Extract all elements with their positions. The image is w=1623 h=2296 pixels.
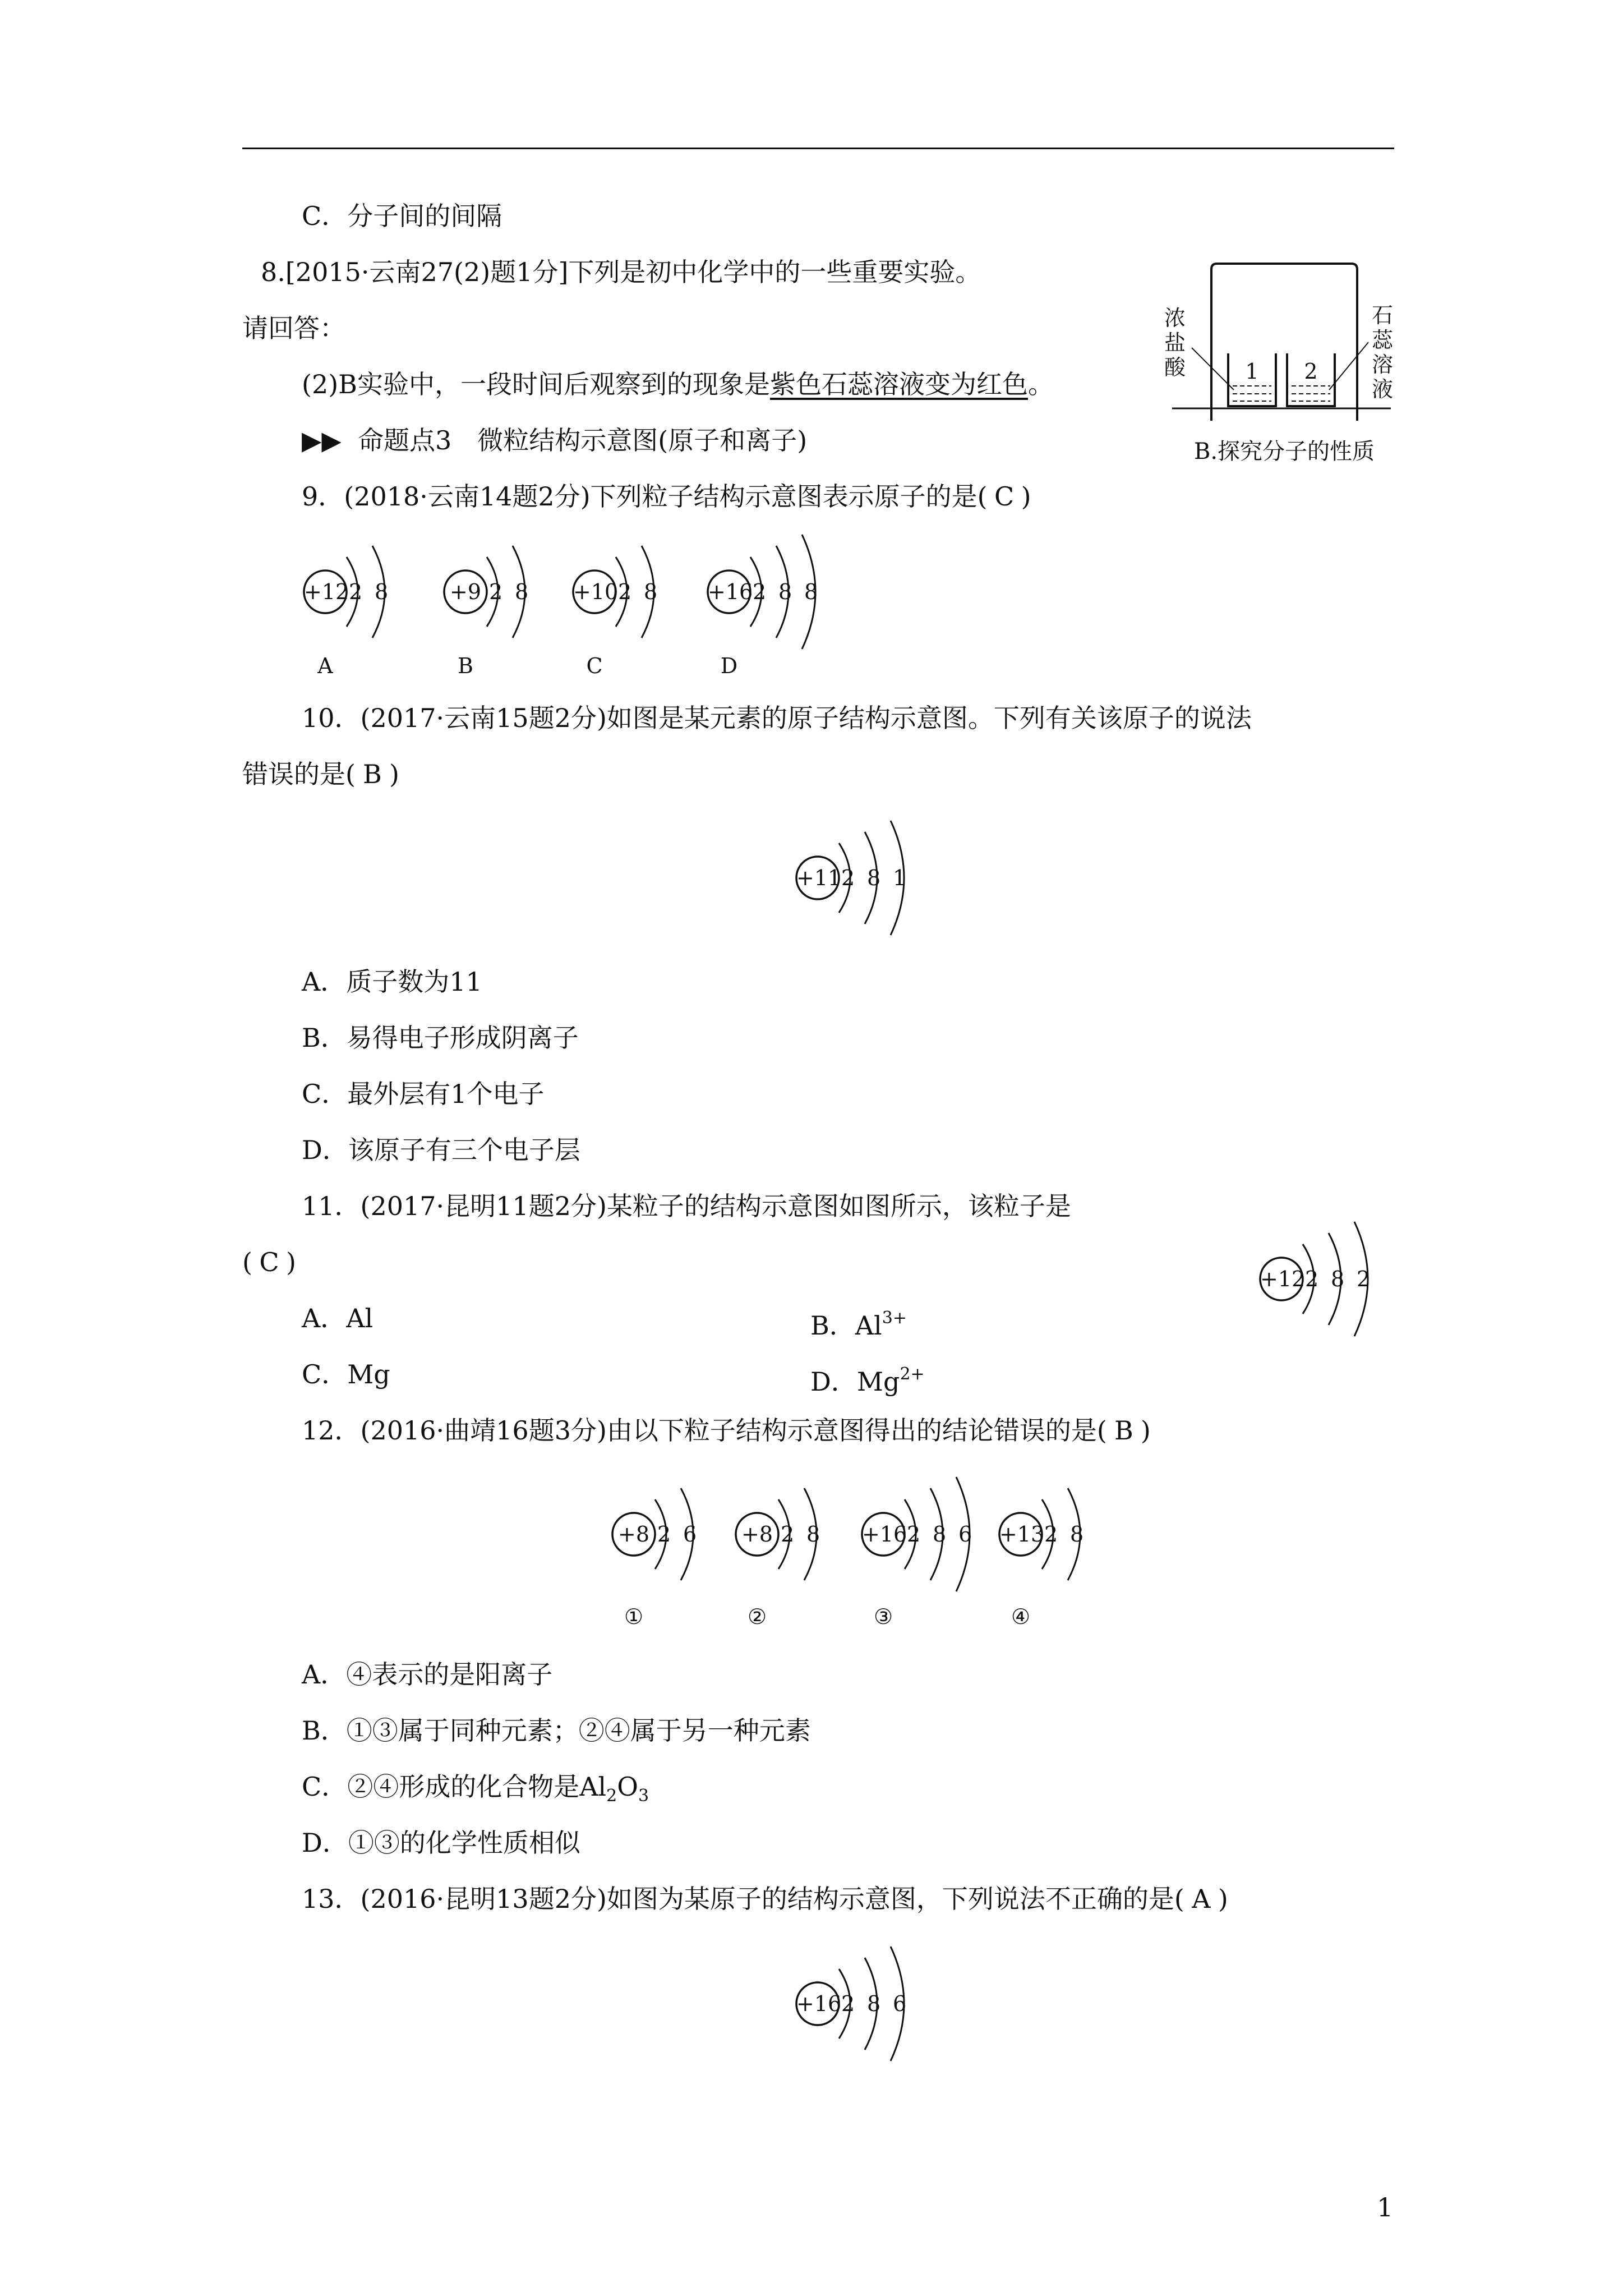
atom-diagram [304,530,421,654]
experiment-b-figure [1161,252,1396,471]
left-label [1161,306,1189,380]
atom-diagram [444,530,561,654]
header-rule [242,148,1394,149]
shell-electron-count: 2 [907,1522,921,1547]
experiment-b-drawing [1161,252,1396,438]
q11-option-d-charge: 2+ [900,1364,925,1384]
nucleus-charge: +16 [862,1522,907,1547]
q9-close: ) [1021,481,1031,512]
q7-option-c: C．分子间的间隔 [302,201,502,231]
shell-electron-count: 2 [489,579,503,604]
nucleus-charge: +12 [304,579,349,604]
left-label-char: 酸 [1164,355,1186,380]
q10-option-b: B．易得电子形成阴离子 [302,1023,579,1053]
diagram-label: ① [624,1604,644,1629]
q10-stem-line1: 10．(2017·云南15题2分)如图是某元素的原子结构示意图。下列有关该原子的说法 [302,703,1252,733]
q10-answer: B [363,759,382,789]
atom-diagram [736,1473,852,1596]
nucleus-charge: +16 [708,579,753,604]
nucleus-charge: +16 [796,1991,842,2016]
atom-diagram [796,1942,939,2065]
diagram-label: ② [747,1604,767,1629]
q11-option-a: A．Al [302,1303,374,1333]
q8-part2-end: 。 [1027,369,1054,399]
q11-answer: C [259,1247,279,1277]
q9-stem [302,480,1031,513]
right-label [1368,303,1396,402]
q12-option-b: B．①③属于同种元素；②④属于另一种元素 [302,1715,811,1746]
q12-option-d: D．①③的化学性质相似 [302,1828,580,1858]
q11-option-b-text: B．Al [810,1310,882,1341]
nucleus-charge: +10 [573,579,619,604]
q12-option-c-text: C．②④形成的化合物是Al [302,1772,607,1802]
shell-electron-count: 8 [1070,1522,1084,1547]
shell-electron-count: 2 [1305,1267,1319,1291]
shell-electron-count: 8 [375,579,389,604]
topic-marker-icon: ▶▶ [302,425,342,455]
q11-answer-line [242,1245,296,1279]
q10-stem-line2 [242,757,399,791]
atom-diagram [796,816,939,940]
shell-electron-count: 2 [753,579,767,604]
shell-electron-count: 8 [867,1991,881,2016]
right-label-char: 液 [1371,377,1393,402]
right-label-char: 溶 [1371,352,1393,377]
diagram-label: C [586,654,603,678]
shell-electron-count: 2 [349,579,363,604]
q10-text: 错误的是( [242,759,356,789]
beaker-1-label: 1 [1245,359,1259,384]
nucleus-charge: +8 [617,1522,650,1547]
diagram-label: A [317,654,333,678]
q12-stem [302,1414,1151,1447]
nucleus-charge: +11 [796,866,842,890]
q8-stem: 8.[2015·云南27(2)题1分]下列是初中化学中的一些重要实验。 [261,257,981,287]
shell-electron-count: 6 [893,1991,907,2016]
diagram-label: D [720,654,738,678]
shell-electron-count: 8 [644,579,658,604]
shell-electron-count: 2 [781,1522,795,1547]
q11-stem: 11．(2017·昆明11题2分)某粒子的结构示意图如图所示，该粒子是 [302,1191,1071,1221]
diagram-label: ③ [873,1604,893,1629]
right-label-char: 石 [1371,303,1393,328]
q12-option-c-sub2: 3 [638,1786,649,1806]
q8-stem-tail: 请回答： [242,313,345,343]
q12-close: ) [1140,1415,1151,1446]
q11-option-c: C．Mg [302,1359,390,1389]
shell-electron-count: 8 [867,866,881,890]
nucleus-charge: +8 [741,1522,773,1547]
q10-option-d: D．该原子有三个电子层 [302,1135,580,1165]
q10-close: ) [389,759,399,789]
left-label-char: 盐 [1164,330,1186,355]
q13-text: 13．(2016·昆明13题2分)如图为某原子的结构示意图，下列说法不正确的是( [302,1884,1184,1914]
atom-diagram [612,1473,729,1596]
atom-diagram [708,530,850,654]
shell-electron-count: 2 [657,1522,671,1547]
shell-electron-count: 2 [618,579,632,604]
page-number: 1 [1377,2192,1394,2223]
topic-title: 命题点3 微粒结构示意图(原子和离子) [358,425,808,455]
q12-option-c-oxygen: O [617,1772,638,1802]
shell-electron-count: 2 [1357,1267,1371,1291]
atom-diagram [862,1473,1004,1596]
q13-stem [302,1882,1228,1916]
q8-answer: 紫色石蕊溶液变为红色 [769,369,1028,399]
shell-electron-count: 8 [804,579,818,604]
q9-answer: C [994,481,1015,512]
left-label-char: 浓 [1164,306,1186,330]
atom-diagram [1260,1217,1403,1341]
q11-option-d-text: D．Mg [810,1366,900,1397]
right-label-char: 蕊 [1371,328,1393,352]
q12-text: 12．(2016·曲靖16题3分)由以下粒子结构示意图得出的结论错误的是( [302,1415,1107,1446]
q12-option-c [302,1770,649,1813]
q11-close: ) [285,1247,296,1277]
beaker-2-label: 2 [1304,359,1318,384]
nucleus-charge: +12 [1260,1267,1306,1291]
q11-option-b-charge: 3+ [882,1308,907,1328]
q11-open: ( [242,1247,252,1277]
topic-heading [302,424,807,457]
shell-electron-count: 2 [841,866,855,890]
diagram-label: B [458,654,473,678]
shell-electron-count: 8 [933,1522,947,1547]
shell-electron-count: 8 [778,579,792,604]
q11-option-b [810,1301,907,1342]
q10-option-a: A．质子数为11 [302,967,482,997]
q8-part2 [302,367,1054,401]
q13-close: ) [1218,1884,1228,1914]
shell-electron-count: 6 [683,1522,697,1547]
shell-electron-count: 2 [841,1991,855,2016]
q12-answer: B [1114,1415,1133,1446]
atom-diagram [999,1473,1116,1596]
shell-electron-count: 8 [1331,1267,1345,1291]
shell-electron-count: 1 [893,866,907,890]
nucleus-charge: +13 [999,1522,1045,1547]
q12-option-c-sub1: 2 [606,1786,617,1806]
shell-electron-count: 6 [958,1522,972,1547]
shell-electron-count: 8 [515,579,529,604]
q8-part2-text: (2)B实验中，一段时间后观察到的现象是 [302,369,770,399]
diagram-label: ④ [1011,1604,1031,1629]
q12-option-a: A．④表示的是阳离子 [302,1659,553,1690]
q10-option-c: C．最外层有1个电子 [302,1079,545,1109]
q13-answer: A [1192,1884,1211,1914]
shell-electron-count: 8 [806,1522,820,1547]
shell-electron-count: 2 [1044,1522,1058,1547]
nucleus-charge: +9 [449,579,482,604]
q11-option-d [810,1358,925,1398]
q9-text: 9．(2018·云南14题2分)下列粒子结构示意图表示原子的是( [302,481,988,512]
experiment-b-caption: B.探究分子的性质 [1193,439,1375,464]
atom-diagram [573,530,690,654]
